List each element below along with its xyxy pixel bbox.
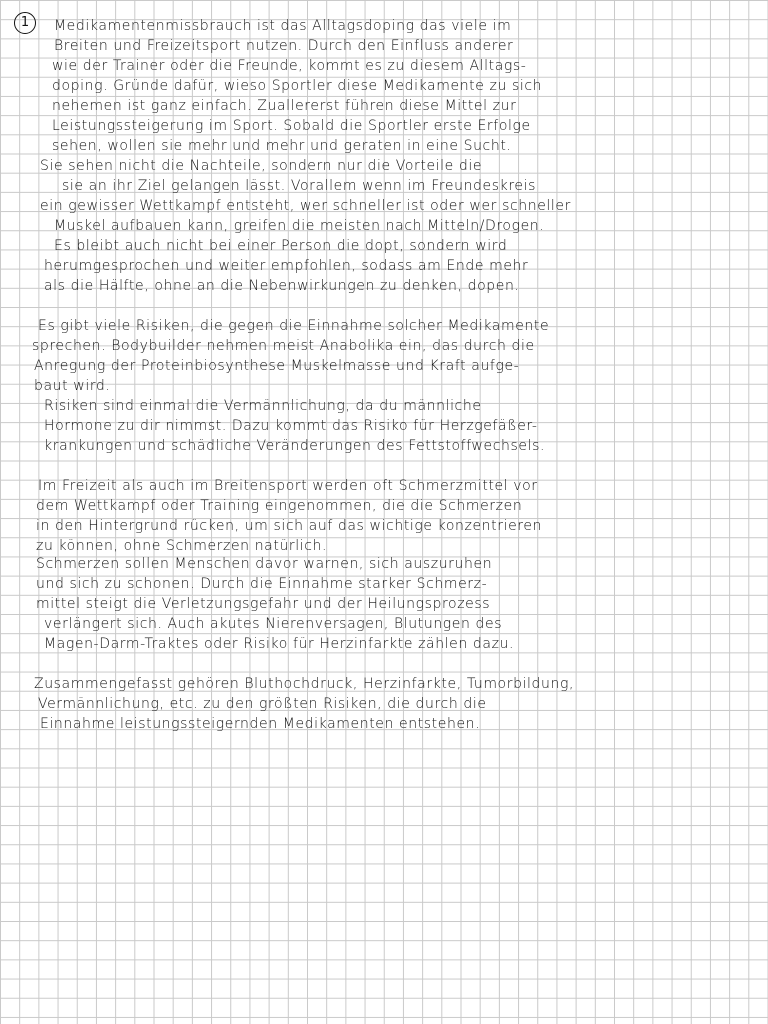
paragraph-1-line-5: nehemen ist ganz einfach. Zuallererst führen diese Mittel zur <box>52 98 517 114</box>
paragraph-1-line-8: Sie sehen nicht die Nachteile, sondern nur die Vorteile die <box>40 158 483 174</box>
paragraph-1-line-6: Leistungssteigerung im Sport. Sobald die Sportler erste Erfolge <box>52 118 531 134</box>
paragraph-2-line-5: Risiken sind einmal die Vermännlichung, da du männliche <box>44 398 482 414</box>
paragraph-1-line-2: Breiten und Freizeitsport nutzen. Durch den Einfluss anderer <box>54 38 514 54</box>
paragraph-3-line-2: dem Wettkampf oder Training eingenommen, die die Schmerzen <box>36 498 523 514</box>
paragraph-2-line-6: Hormone zu dir nimmst. Dazu kommt das Risiko für Herzgefäßer- <box>44 418 538 434</box>
paragraph-1-line-10: ein gewisser Wettkampf entsteht, wer schneller ist oder wer schneller <box>40 198 571 214</box>
paragraph-3-line-1: Im Freizeit als auch im Breitensport werden oft Schmerzmittel vor <box>38 478 538 494</box>
paragraph-4-line-3: Einnahme leistungssteigernden Medikamenten entstehen. <box>40 716 481 732</box>
paragraph-1-line-4: doping. Gründe dafür, wieso Sportler diese Medikamente zu sich <box>52 78 543 94</box>
paragraph-3-line-6: und sich zu schonen. Durch die Einnahme starker Schmerz- <box>36 576 488 592</box>
paragraph-3-line-8: verlängert sich. Auch akutes Nierenversagen, Blutungen des <box>44 616 503 632</box>
paragraph-1-line-12: Es bleibt auch nicht bei einer Person die dopt, sondern wird <box>54 238 508 254</box>
paragraph-2-line-3: Anregung der Proteinbiosynthese Muskelmasse und Kraft aufge- <box>34 358 520 374</box>
paragraph-3-line-4: zu können, ohne Schmerzen natürlich. <box>36 538 328 554</box>
paragraph-1-line-1: Medikamentenmissbrauch ist das Alltagsdoping das viele im <box>54 18 512 34</box>
paragraph-3-line-3: in den Hintergrund rücken, um sich auf das wichtige konzentrieren <box>36 518 543 534</box>
paragraph-3-line-5: Schmerzen sollen Menschen davor warnen, sich auszuruhen <box>36 556 493 572</box>
paragraph-1-line-3: wie der Trainer oder die Freunde, kommt es zu diesem Alltags- <box>52 58 527 74</box>
paragraph-1-line-14: als die Hälfte, ohne an die Nebenwirkungen zu denken, dopen. <box>44 278 520 294</box>
paragraph-4-line-1: Zusammengefasst gehören Bluthochdruck, Herzinfarkte, Tumorbildung, <box>34 676 575 692</box>
paragraph-4-line-2: Vermännlichung, etc. zu den größten Risiken, die durch die <box>38 696 487 712</box>
paragraph-2-line-2: sprechen. Bodybuilder nehmen meist Anabolika ein, das durch die <box>32 338 535 354</box>
paragraph-2-line-7: krankungen und schädliche Veränderungen des Fettstoffwechsels. <box>44 438 546 454</box>
paragraph-3-line-9: Magen-Darm-Traktes oder Risiko für Herzinfarkte zählen dazu. <box>44 636 515 652</box>
paragraph-1-line-13: herumgesprochen und weiter empfohlen, sodass am Ende mehr <box>44 258 529 274</box>
paragraph-2-line-1: Es gibt viele Risiken, die gegen die Einnahme solcher Medikamente <box>38 318 550 334</box>
paragraph-1-line-7: sehen, wollen sie mehr und mehr und geraten in eine Sucht. <box>52 138 512 154</box>
paragraph-3-line-7: mittel steigt die Verletzungsgefahr und der Heilungsprozess <box>36 596 491 612</box>
task-number-badge: 1 <box>14 12 36 34</box>
paragraph-2-line-4: baut wird. <box>34 378 111 394</box>
paragraph-1-line-9: sie an ihr Ziel gelangen lässt. Vorallem wenn im Freundeskreis <box>62 178 536 194</box>
paragraph-1-line-11: Muskel aufbauen kann, greifen die meisten nach Mitteln/Drogen. <box>54 218 545 234</box>
